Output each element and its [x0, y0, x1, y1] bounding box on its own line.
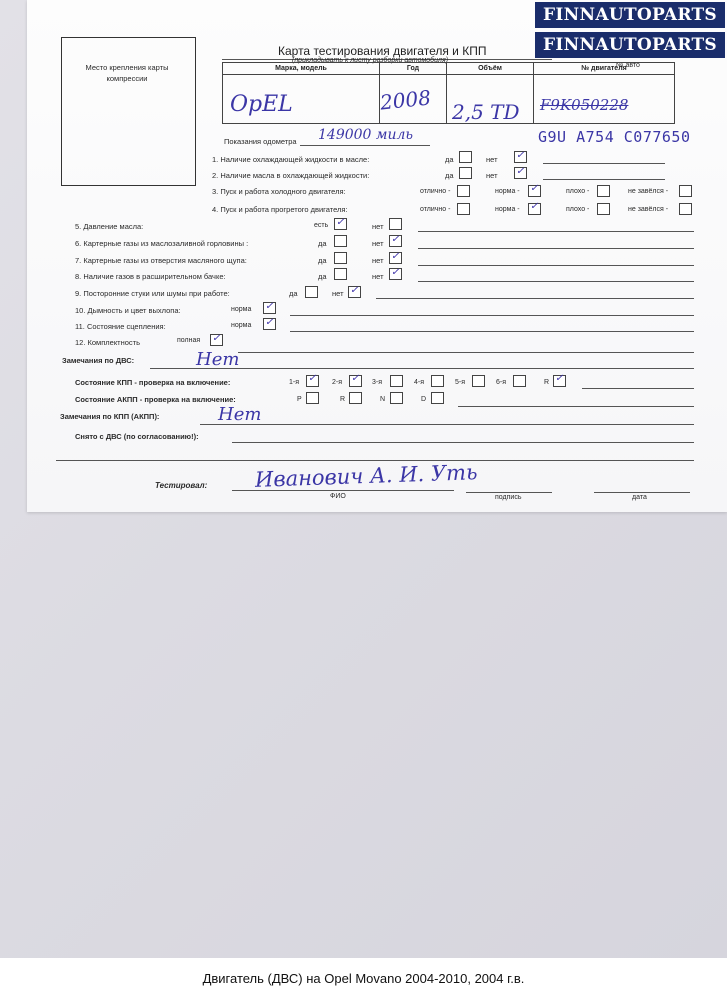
- akpp-state-label: Состояние АКПП - проверка на включение:: [75, 395, 236, 404]
- photo-caption: Двигатель (ДВС) на Opel Movano 2004-2010, 2004 г.в.: [0, 958, 727, 1000]
- q1-check: ✓: [516, 150, 525, 161]
- q5-no-box: [389, 218, 402, 230]
- q9-no-label: нет: [332, 289, 344, 298]
- q2-yes-label: да: [445, 171, 454, 180]
- gear-r-label: R: [544, 379, 550, 386]
- q7-no-label: нет: [372, 256, 384, 265]
- make-header: Марка, модель: [223, 63, 380, 75]
- q3-nostart-label: не завёлся -: [628, 188, 669, 195]
- question-4: 4. Пуск и работа прогретого двигателя:: [212, 205, 348, 214]
- vin-label: № авто: [616, 62, 640, 69]
- gear-4-label: 4-я: [414, 379, 425, 386]
- question-7: 7. Картерные газы из отверстия масляного щупа:: [75, 256, 247, 265]
- date-label: дата: [632, 494, 647, 501]
- akpp-r-box: [349, 392, 362, 404]
- remarks-kpp-label: Замечания по КПП (АКПП):: [60, 412, 160, 421]
- question-9: 9. Посторонние стуки или шумы при работе:: [75, 289, 230, 298]
- q6-yes-label: да: [318, 239, 327, 248]
- q12-check: ✓: [212, 333, 221, 344]
- gear-6-label: 6-я: [496, 379, 507, 386]
- finnautoparts-watermark: FINNAUTOPARTS: [535, 2, 725, 28]
- gear-3-box: [390, 375, 403, 387]
- q5-exists-label: есть: [314, 222, 329, 229]
- question-12: 12. Комплектность: [75, 338, 141, 347]
- form-subtitle: (прикладывать к листу разборки автомобиля): [292, 57, 449, 64]
- q5-check: ✓: [336, 217, 345, 228]
- akpp-d-box: [431, 392, 444, 404]
- hw-engine-number-struck: F9K050228: [540, 96, 629, 114]
- q2-no-label: нет: [486, 171, 498, 180]
- q7-yes-box: [334, 252, 347, 264]
- q5-no-label: нет: [372, 222, 384, 231]
- q6-check: ✓: [391, 234, 400, 245]
- compression-card-box: [61, 37, 196, 186]
- fio-label: ФИО: [330, 493, 346, 500]
- q2-check: ✓: [516, 166, 525, 177]
- q9-yes-box: [305, 286, 318, 298]
- finnautoparts-watermark-2: FINNAUTOPARTS: [535, 32, 725, 58]
- q1-yes-label: да: [445, 155, 454, 164]
- form-title: Карта тестирования двигателя и КПП: [278, 44, 487, 58]
- q1-no-label: нет: [486, 155, 498, 164]
- q10-norm-label: норма: [231, 306, 252, 313]
- gear-3-label: 3-я: [372, 379, 383, 386]
- compression-card-label: Место крепления карты компрессии: [85, 63, 169, 83]
- gear-6-box: [513, 375, 526, 387]
- question-11: 11. Состояние сцепления:: [75, 322, 166, 331]
- gear-5-box: [472, 375, 485, 387]
- question-5: 5. Давление масла:: [75, 222, 144, 231]
- akpp-n-box: [390, 392, 403, 404]
- question-8: 8. Наличие газов в расширительном бачке:: [75, 272, 226, 281]
- hw-make: OpEL: [230, 92, 293, 117]
- hw-tester-name: Иванович А. И. Уть: [254, 460, 478, 492]
- odometer-label: Показания одометра: [224, 137, 297, 146]
- akpp-d-label: D: [421, 396, 427, 403]
- gear-1-label: 1-я: [289, 379, 300, 386]
- q1-yes-box: [459, 151, 472, 163]
- q4-bad-box: [597, 203, 610, 215]
- gear-1-check: ✓: [308, 373, 317, 384]
- q8-no-label: нет: [372, 272, 384, 281]
- question-10: 10. Дымность и цвет выхлопа:: [75, 306, 181, 315]
- q9-check: ✓: [350, 285, 359, 296]
- q4-excellent-label: отлично -: [420, 206, 451, 213]
- question-1: 1. Наличие охлаждающей жидкости в масле:: [212, 155, 370, 164]
- hw-volume: 2,5 TD: [452, 100, 520, 124]
- q3-excellent-box: [457, 185, 470, 197]
- q3-excellent-label: отлично -: [420, 188, 451, 195]
- hw-remarks-engine: Нет: [196, 349, 240, 370]
- q11-norm-label: норма: [231, 322, 252, 329]
- year-header: Год: [380, 63, 447, 75]
- q12-full-label: полная: [177, 337, 201, 344]
- question-6: 6. Картерные газы из маслозаливной горловины :: [75, 239, 249, 248]
- hw-engine-number: G9U A754 C077650: [538, 128, 691, 146]
- q4-normal-label: норма -: [495, 206, 520, 213]
- q11-check: ✓: [265, 317, 274, 328]
- q7-check: ✓: [391, 251, 400, 262]
- akpp-r-label: R: [340, 396, 346, 403]
- q3-normal-label: норма -: [495, 188, 520, 195]
- gear-2-label: 2-я: [332, 379, 343, 386]
- hw-remarks-kpp: Нет: [218, 404, 262, 425]
- kpp-state-label: Состояние КПП - проверка на включение:: [75, 378, 231, 387]
- q4-excellent-box: [457, 203, 470, 215]
- q8-check: ✓: [391, 267, 400, 278]
- q4-nostart-label: не завёлся -: [628, 206, 669, 213]
- q4-bad-label: плохо -: [566, 206, 590, 213]
- removed-from-engine-label: Снято с ДВС (по согласованию!):: [75, 432, 199, 441]
- gear-5-label: 5-я: [455, 379, 466, 386]
- question-2: 2. Наличие масла в охлаждающей жидкости:: [212, 171, 370, 180]
- gear-4-box: [431, 375, 444, 387]
- q3-nostart-box: [679, 185, 692, 197]
- akpp-p-label: P: [297, 396, 302, 403]
- q7-yes-label: да: [318, 256, 327, 265]
- akpp-n-label: N: [380, 396, 386, 403]
- question-3: 3. Пуск и работа холодного двигателя:: [212, 187, 346, 196]
- engine-number-header: № двигателя: [534, 63, 675, 75]
- q3-bad-label: плохо -: [566, 188, 590, 195]
- q6-yes-box: [334, 235, 347, 247]
- akpp-p-box: [306, 392, 319, 404]
- gear-2-check: ✓: [351, 373, 360, 384]
- q3-check: ✓: [530, 183, 539, 194]
- gear-r-check: ✓: [555, 373, 564, 384]
- remarks-engine-label: Замечания по ДВС:: [62, 356, 135, 365]
- tested-by-label: Тестировал:: [155, 481, 208, 490]
- volume-header: Объём: [447, 63, 534, 75]
- q6-no-label: нет: [372, 239, 384, 248]
- q10-check: ✓: [265, 301, 274, 312]
- q2-yes-box: [459, 167, 472, 179]
- signature-label: подпись: [495, 494, 522, 501]
- hw-odometer: 149000 миль: [318, 127, 414, 143]
- q8-yes-label: да: [318, 272, 327, 281]
- q9-yes-label: да: [289, 289, 298, 298]
- q4-nostart-box: [679, 203, 692, 215]
- hw-year: 2008: [378, 85, 433, 115]
- q8-yes-box: [334, 268, 347, 280]
- q4-check: ✓: [530, 201, 539, 212]
- q3-bad-box: [597, 185, 610, 197]
